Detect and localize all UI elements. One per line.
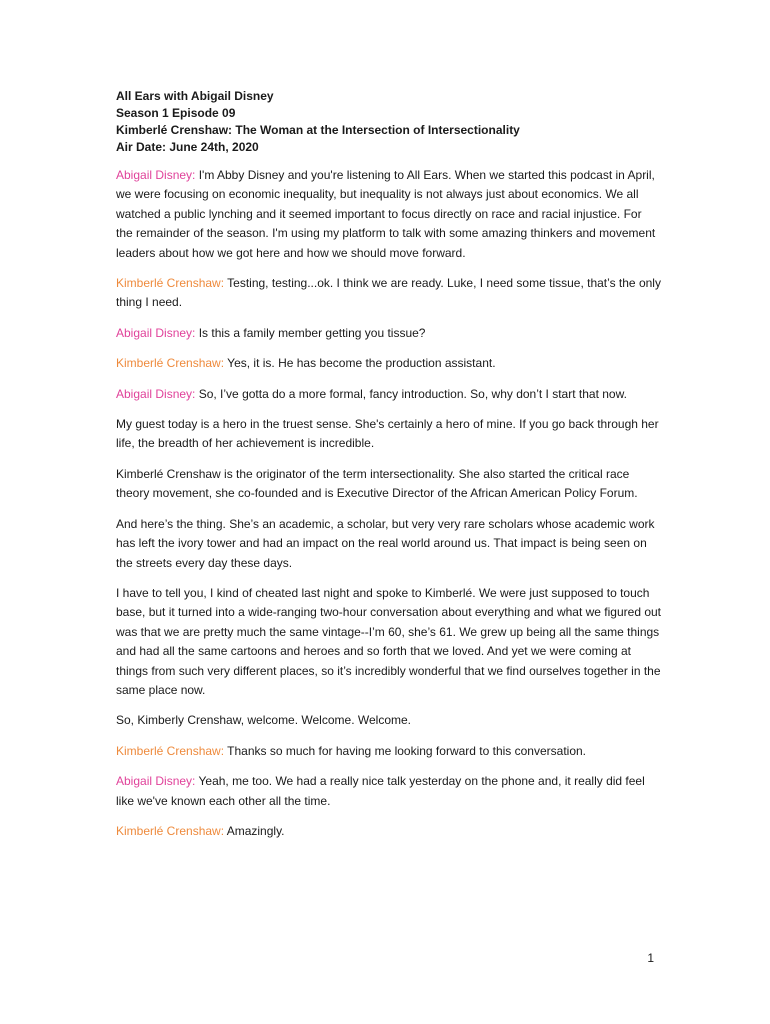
paragraph-text: And here’s the thing. She’s an academic, a scholar, but very very rare scholars whose academic work has left the ivory tower and had an impact on the real world around us. That impact is being seen on the streets every day these days. (116, 516, 655, 570)
transcript-paragraph (116, 274, 661, 313)
paragraph-text: Amazingly. (224, 823, 285, 838)
transcript-paragraph (116, 324, 661, 343)
document-page (116, 88, 661, 852)
transcript-paragraph (116, 465, 661, 504)
transcript-paragraph (116, 822, 661, 841)
episode-header (116, 88, 661, 156)
page-number: 1 (647, 951, 654, 965)
speaker-label: Abigail Disney: (116, 386, 196, 401)
paragraph-text: I have to tell you, I kind of cheated last night and spoke to Kimberlé. We were just supposed to touch base, but it turned into a wide-ranging two-hour conversation about everything and what we figured out was that we are pretty much the same vintage--I’m 60, she’s 61. We grew up being all the same things and had all the same cartoons and heroes and so forth that we loved. And yet we were coming at things from such very different places, so it’s incredibly wonderful that we find ourselves together in the same place now. (116, 585, 662, 697)
paragraph-text: So, I’ve gotta do a more formal, fancy introduction. So, why don’t I start that now. (195, 386, 627, 401)
transcript-paragraph (116, 711, 661, 730)
paragraph-text: Is this a family member getting you tissue? (195, 325, 426, 340)
transcript-paragraph (116, 584, 661, 700)
transcript-paragraph (116, 166, 661, 263)
speaker-label: Abigail Disney: (116, 774, 196, 789)
speaker-label: Kimberlé Crenshaw: (116, 743, 225, 758)
air-date: Air Date: June 24th, 2020 (116, 140, 259, 154)
transcript-paragraph (116, 354, 661, 373)
speaker-label: Kimberlé Crenshaw: (116, 276, 225, 291)
paragraph-text: So, Kimberly Crenshaw, welcome. Welcome. Welcome. (116, 713, 411, 728)
speaker-label: Abigail Disney: (116, 168, 196, 182)
paragraph-text: Yes, it is. He has become the production assistant. (224, 356, 496, 371)
episode-title: Kimberlé Crenshaw: The Woman at the Intersection of Intersectionality (116, 123, 520, 137)
transcript (116, 166, 661, 841)
speaker-label: Abigail Disney: (116, 325, 196, 340)
transcript-paragraph (116, 515, 661, 573)
speaker-label: Kimberlé Crenshaw: (116, 823, 225, 838)
paragraph-text: I'm Abby Disney and you're listening to All Ears. When we started this podcast in April, we were focusing on economic inequality, but inequality is not always just about economics. We all watched a public lynching and it seemed important to focus directly on race and racial injustice. For the remainder of the season. I'm using my platform to talk with some amazing thinkers and movement leaders about how we got here and how we should move forward. (116, 168, 656, 260)
episode-number: Season 1 Episode 09 (116, 106, 236, 120)
transcript-paragraph (116, 772, 661, 811)
transcript-paragraph (116, 742, 661, 761)
paragraph-text: Yeah, me too. We had a really nice talk yesterday on the phone and, it really did feel like we've known each other all the time. (116, 774, 645, 808)
speaker-label: Kimberlé Crenshaw: (116, 356, 225, 371)
paragraph-text: Kimberlé Crenshaw is the originator of the term intersectionality. She also started the critical race theory movement, she co-founded and is Executive Director of the African American Policy Forum. (116, 466, 638, 501)
paragraph-text: Thanks so much for having me looking forward to this conversation. (224, 743, 587, 758)
transcript-paragraph (116, 415, 661, 454)
transcript-paragraph (116, 385, 661, 404)
show-title: All Ears with Abigail Disney (116, 89, 274, 103)
paragraph-text: My guest today is a hero in the truest sense. She's certainly a hero of mine. If you go back through her life, the breadth of her achievement is incredible. (116, 417, 659, 451)
paragraph-text: Testing, testing...ok. I think we are ready. Luke, I need some tissue, that’s the only thing I need. (116, 276, 661, 310)
